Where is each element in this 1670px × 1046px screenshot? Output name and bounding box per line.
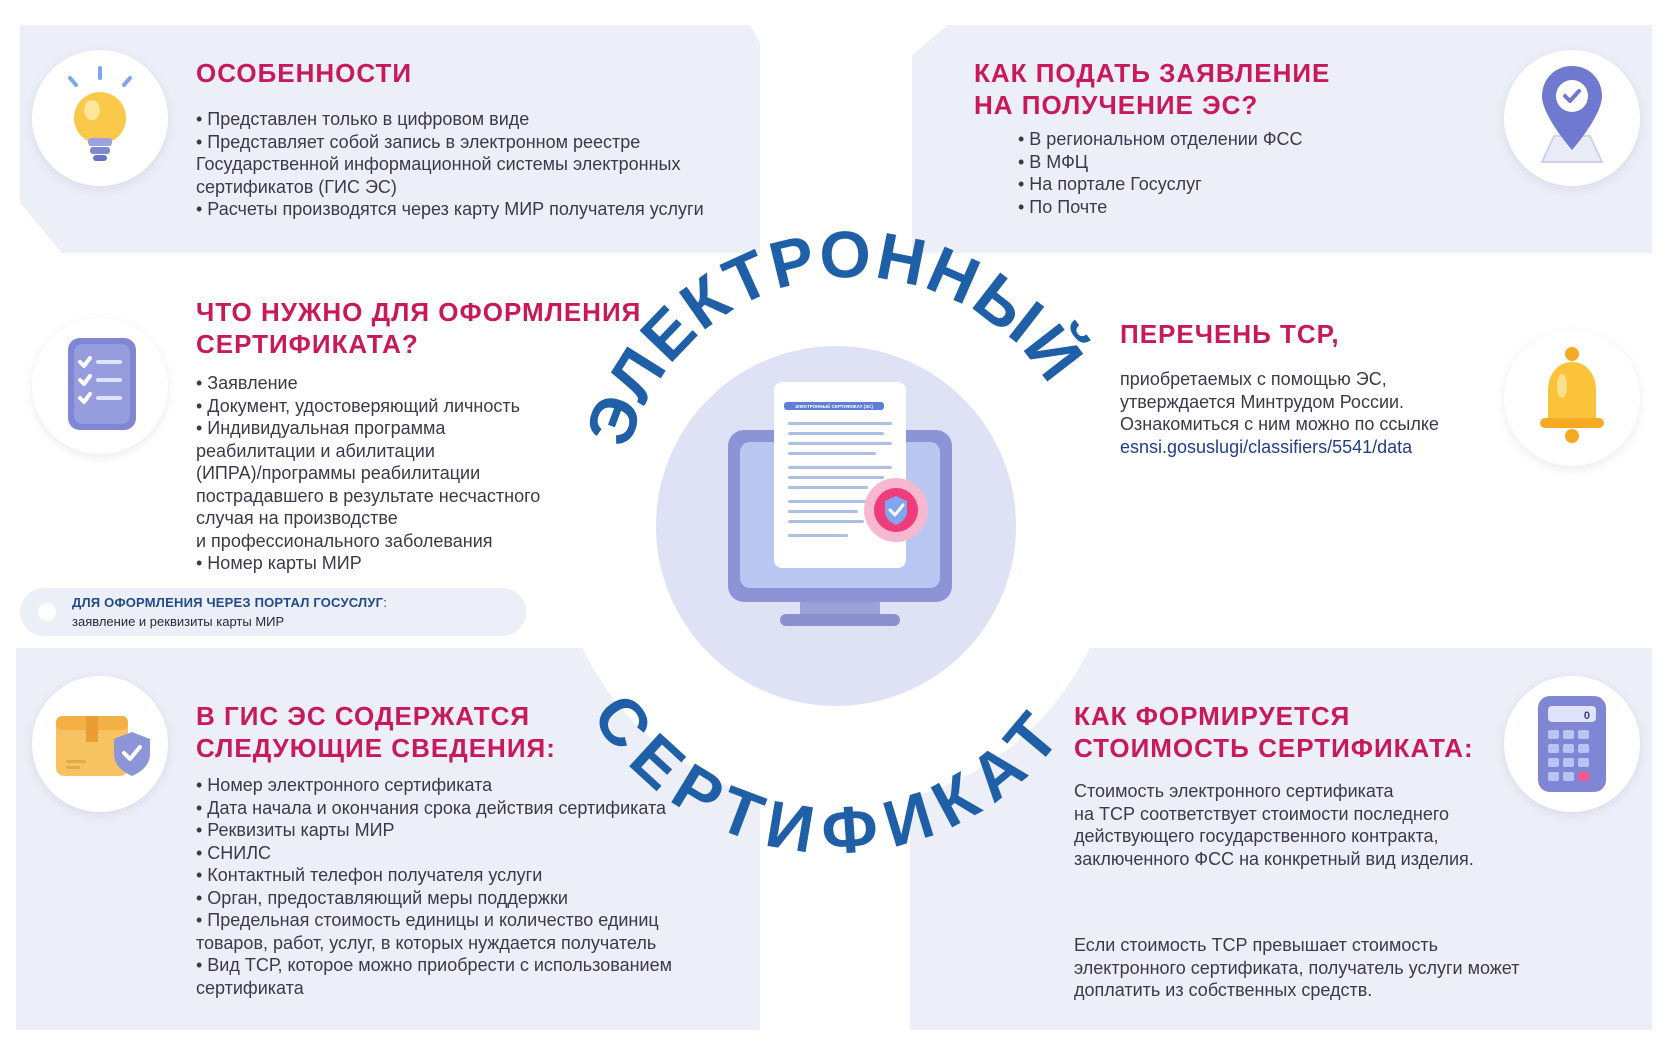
list-item: • По Почте <box>1018 196 1108 217</box>
list-item: • Представлен только в цифровом виде <box>196 109 530 129</box>
note-title-text: ДЛЯ ОФОРМЛЕНИЯ ЧЕРЕЗ ПОРТАЛ ГОСУСЛУГ <box>72 595 384 610</box>
tsr-text <box>1120 368 1439 458</box>
note-text: заявление и реквизиты карты МИР <box>72 614 285 629</box>
list-item: • Номер электронного сертификата <box>196 775 493 795</box>
how-to-apply-title <box>974 57 1330 121</box>
how-to-apply-icon-circle <box>1504 50 1640 186</box>
doc-header-label: ЭЛЕКТРОННЫЙ СЕРТИФИКАТ (ЭС) <box>794 404 874 409</box>
note-dot-icon <box>38 603 56 621</box>
list-item: • Заявление <box>196 373 298 393</box>
list-item: и профессионального заболевания <box>196 530 493 551</box>
title-line: ЧТО НУЖНО ДЛЯ ОФОРМЛЕНИЯ <box>196 297 642 327</box>
svg-text:ЭЛЕКТРОННЫЙ <box>571 217 1100 455</box>
list-item: пострадавшего в результате несчастного <box>196 485 541 506</box>
arc-title-bottom: СЕРТИФИКАТ <box>578 680 1074 869</box>
text-line: доплатить из собственных средств. <box>1074 980 1373 1000</box>
title-line: НА ПОЛУЧЕНИЕ ЭС? <box>974 90 1259 120</box>
features-title: ОСОБЕННОСТИ <box>196 58 413 88</box>
text-line: действующего государственного контракта, <box>1074 826 1439 846</box>
list-item: • Номер карты МИР <box>196 553 362 573</box>
note-title: ДЛЯ ОФОРМЛЕНИЯ ЧЕРЕЗ ПОРТАЛ ГОСУСЛУГ: <box>72 595 387 610</box>
list-item: товаров, работ, услуг, в которых нуждается получатель <box>196 932 657 953</box>
list-item: • Реквизиты карты МИР <box>196 820 395 840</box>
list-item: • Расчеты производятся через карту МИР получателя услуги <box>196 199 704 219</box>
svg-text:0: 0 <box>1583 710 1590 722</box>
list-item: • Индивидуальная программа <box>196 418 446 438</box>
text-line: электронного сертификата, получатель услуги может <box>1074 957 1520 978</box>
cost-para-1 <box>1074 780 1474 870</box>
text-line: на ТСР соответствует стоимости последнего <box>1074 803 1450 824</box>
gosuslugi-note <box>20 588 526 636</box>
requirements-title <box>196 296 641 360</box>
list-item: Государственной информационной системы электронных <box>196 154 681 174</box>
title-line: В ГИС ЭС СОДЕРЖАТСЯ <box>196 701 531 731</box>
title-line: СЛЕДУЮЩИЕ СВЕДЕНИЯ: <box>196 733 556 763</box>
calculator-icon <box>1504 676 1640 812</box>
text-line: Стоимость электронного сертификата <box>1074 781 1394 801</box>
list-item: • Дата начала и окончания срока действия сертификата <box>196 797 667 818</box>
cost-title <box>1074 700 1474 764</box>
arc-title-top: ЭЛЕКТРОННЫЙ <box>570 216 1099 455</box>
text-line: утверждается Минтрудом России. <box>1120 391 1405 412</box>
list-item: сертификатов (ГИС ЭС) <box>196 176 397 197</box>
text-line: Ознакомиться с ним можно по ссылке <box>1120 414 1439 434</box>
title-line: СЕРТИФИКАТА? <box>196 329 419 359</box>
location-pin-check-icon <box>1504 50 1640 186</box>
checklist-icon <box>32 318 168 454</box>
cost-icon-circle <box>1504 676 1640 812</box>
gis-icon-circle <box>32 676 168 812</box>
list-item: • СНИЛС <box>196 842 272 863</box>
list-item: • На портале Госуслуг <box>1018 174 1202 194</box>
tsr-title: ПЕРЕЧЕНЬ ТСР, <box>1120 319 1340 349</box>
cost-para-2 <box>1074 934 1519 1002</box>
gis-title <box>196 700 556 764</box>
list-item: • В региональном отделении ФСС <box>1018 129 1303 149</box>
bell-icon <box>1504 330 1640 466</box>
text-line: Если стоимость ТСР превышает стоимость <box>1074 935 1438 955</box>
gis-list <box>196 774 672 999</box>
features-list <box>196 108 704 221</box>
box-shield-icon <box>32 676 168 812</box>
list-item: (ИПРА)/программы реабилитации <box>196 463 481 483</box>
title-line: СТОИМОСТЬ СЕРТИФИКАТА: <box>1074 733 1474 763</box>
how-to-apply-list <box>1018 128 1303 218</box>
lightbulb-icon <box>32 50 168 186</box>
text-line: заключенного ФСС на конкретный вид изделия. <box>1074 848 1474 869</box>
list-item: • Предельная стоимость единицы и количество единиц <box>196 910 659 930</box>
list-item: реабилитации и абилитации <box>196 440 435 461</box>
list-item: • Представляет собой запись в электронном реестре <box>196 131 641 152</box>
requirements-list <box>196 372 540 575</box>
tsr-icon-circle <box>1504 330 1640 466</box>
list-item: • В МФЦ <box>1018 151 1089 172</box>
list-item: случая на производстве <box>196 508 398 528</box>
list-item: • Вид ТСР, которое можно приобрести с использованием <box>196 955 672 975</box>
title-line: КАК ФОРМИРУЕТСЯ <box>1074 701 1351 731</box>
text-line: приобретаемых с помощью ЭС, <box>1120 369 1387 389</box>
requirements-icon-circle <box>32 318 168 454</box>
tsr-link[interactable]: esnsi.gosuslugi/classifiers/5541/data <box>1120 436 1413 457</box>
features-icon-circle <box>32 50 168 186</box>
list-item: сертификата <box>196 977 304 998</box>
list-item: • Контактный телефон получателя услуги <box>196 865 543 885</box>
list-item: • Орган, предоставляющий меры поддержки <box>196 887 568 908</box>
list-item: • Документ, удостоверяющий личность <box>196 395 520 416</box>
title-line: КАК ПОДАТЬ ЗАЯВЛЕНИЕ <box>974 58 1331 88</box>
